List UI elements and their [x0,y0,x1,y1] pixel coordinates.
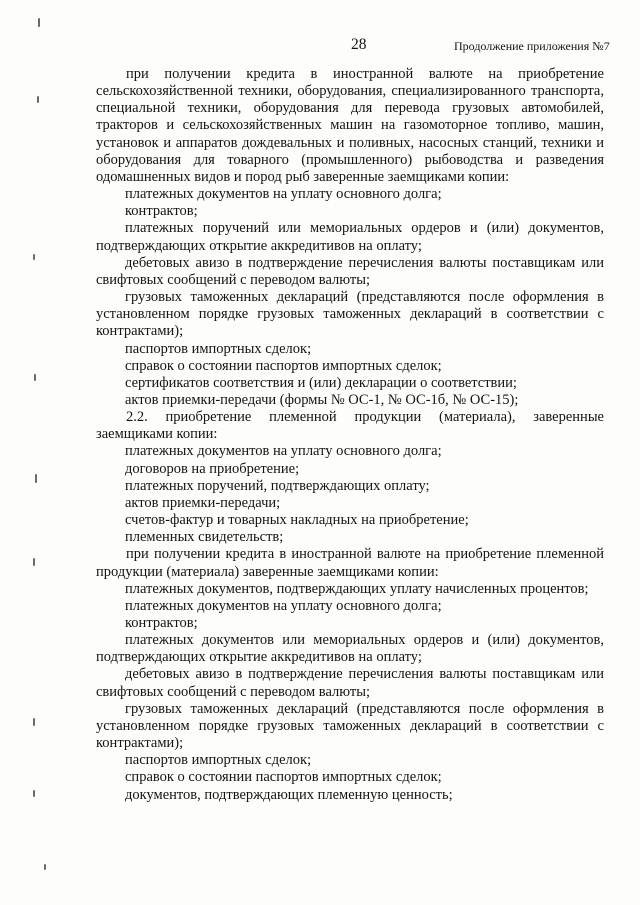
list-item: счетов-фактур и товарных накладных на приобретение; [125,512,469,529]
section-heading-2-2: 2.2. приобретение племенной продукции (материала), заверенные заемщиками копии: [96,409,604,443]
list-item: паспортов импортных сделок; [125,340,312,357]
scan-mark [37,96,39,103]
scan-mark [33,254,35,260]
list-item: контрактов; [125,203,198,220]
list-item: платежных документов на уплату основного долга; [125,597,442,614]
list-item: племенных свидетельств; [125,529,284,546]
list-item: платежных документов, подтверждающих уплату начисленных процентов; [125,580,589,597]
list-item: актов приемки-передачи; [125,494,281,511]
scan-mark [33,718,35,726]
list-item: платежных документов на уплату основного долга; [125,186,442,203]
list-item: платежных документов на уплату основного долга; [125,443,442,460]
list-item: грузовых таможенных деклараций (представляются после оформления в установленном порядке грузовых таможенных деклараций в соответствии с контрактами); [96,700,604,752]
scan-mark [44,864,46,870]
list-item: документов, подтверждающих племенную ценность; [125,786,453,803]
list-item: платежных поручений, подтверждающих оплату; [125,477,430,494]
list-item: дебетовых авизо в подтверждение перечисления валюты поставщикам или свифтовых сообщений с переводом валюты; [96,254,604,288]
list-item: платежных документов или мемориальных ордеров и (или) документов, подтверждающих открытие аккредитивов на оплату; [96,632,604,666]
list-item: договоров на приобретение; [125,460,300,477]
page-number: 28 [351,36,367,53]
list-item: дебетовых авизо в подтверждение перечисления валюты поставщикам или свифтовых сообщений с переводом валюты; [96,666,604,700]
scan-mark [34,374,36,381]
list-item: сертификатов соответствия и (или) декларации о соответствии; [125,374,517,391]
list-item: платежных поручений или мемориальных ордеров и (или) документов, подтверждающих открытие аккредитивов на оплату; [96,220,604,254]
paragraph: при получении кредита в иностранной валюте на приобретение сельскохозяйственной техники, оборудования, специализированного транспорта, специальной техники, оборудования для перевода грузовых автомобилей, тракторов и сельскохозяйственных машин на газомоторное топливо, машин, установок и аппаратов дождевальных и поливных, насосных станций, техники и оборудования для товарного (промышленного) рыбоводства и разведения одомашненных видов и пород рыб заверенные заемщиками копии: [96,66,604,185]
list-item: справок о состоянии паспортов импортных сделок; [125,357,442,374]
scan-mark [38,18,40,27]
scan-mark [35,474,37,483]
list-item: контрактов; [125,615,198,631]
scan-mark [33,790,35,797]
appendix-continuation-note: Продолжение приложения №7 [454,39,610,53]
list-item: паспортов импортных сделок; [125,752,312,769]
paragraph: при получении кредита в иностранной валюте на приобретение племенной продукции (материала) заверенные заемщиками копии: [96,546,604,580]
scan-mark [33,558,35,566]
list-item: актов приемки-передачи (формы № ОС-1, № ОС-1б, № ОС-15); [125,391,519,408]
document-body [96,66,604,804]
list-item: справок о состоянии паспортов импортных сделок; [125,769,442,786]
list-item: грузовых таможенных деклараций (представляются после оформления в установленном порядке грузовых таможенных деклараций в соответствии с контрактами); [96,289,604,340]
